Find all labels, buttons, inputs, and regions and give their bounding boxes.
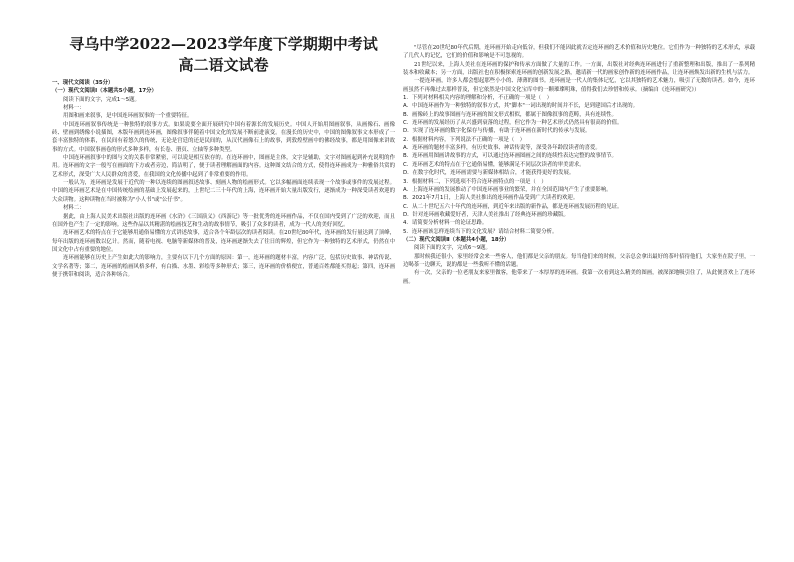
paragraph: 中国连环画叙事传统是一种独特的叙事方式。如果说要全面开展研究中国有着源长的发展历史。中国人开始用图画叙事，从画像石、画像砖、壁画到绣像小说插图，木版年画到连环画，图像叙事伴随着中国文化的发展不断前进演变。在漫长的历史中，中国的图像叙事文本形成了一套丰富独特的体系，在民间有着悠久的传统，无论是宫廷的还是民间的，从汉代画像石上的故事，到敦煌壁画中的佛经故事，都是用图像来讲故事的方式。中国叙事画卷的形式多种多样，有长卷、册页、立轴等多种类型。 (52, 121, 395, 153)
section-heading: 一、现代文阅读（35分） (52, 80, 114, 86)
paragraph: 有一次，父亲的一位老朋友来家里做客，他带来了一本厚厚的连环画。我第一次看到这么精美的图画，被深深地吸引住了，从此便喜欢上了连环画。 (403, 270, 755, 285)
question-option: D．针对连环画收藏爱好者，天津人美社推出了经典连环画的珍藏版。 (403, 211, 569, 218)
question-4: 4．请简要分析材料一的论证思路。 (403, 220, 488, 227)
question-option: C．从二十世纪五六十年代的连环画，到近年来出版的新作品，都是连环画发展历程的见证。 (403, 203, 623, 210)
right-column (403, 0, 755, 562)
question-option: B．2021年7月1日，上海人美社推出的连环画作品受到广大读者的欢迎。 (403, 195, 579, 202)
instruction-text: 阅读下面的文字，完成1～5题。 (63, 96, 140, 103)
question-option: A．上海连环画的发展推动了中国连环画事业的繁荣，并在全国范围内产生了重要影响。 (403, 186, 612, 193)
exam-subtitle: 高二语文试卷 (178, 56, 269, 74)
paragraph: 21世纪以来，上海人美社在连环画的保护和传承方面做了大量的工作。一方面，出版社对经典连环画进行了重新整理和出版，推出了一系列精装本和收藏本；另一方面，出版社也在积极探索连环画的创新发展之路，邀请新一代的画家创作新的连环画作品，让连环画焕发出新的生机与活力。 (403, 61, 755, 77)
paragraph: 中国连环画叙事中的图与文的关系非常紧密，可以说是相互依存的。在连环画中，图画是主体，文字是辅助，文字对图画起到补充说明的作用。连环画的文字一般写在画面的下方或者旁边，简洁明了，便于读者理解画面的内容。这种图文结合的方式，使得连环画成为一种雅俗共赏的艺术形式，深受广大人民群众的喜爱，在我国的文化传播中起到了非常重要的作用。 (52, 155, 395, 178)
question-5: 5．连环画该怎样连续当下的文化发展？请结合材料二简要分析。 (403, 228, 558, 235)
question-option: D．在数字化时代，连环画需要与新媒体相结合，才能获得更好的发展。 (403, 170, 575, 177)
question-option: D．实现了连环画的数字化保存与传播，有助于连环画在新时代的传承与发展。 (403, 128, 591, 135)
exam-title: 寻乌中学2022—2023学年度下学期期中考试 (69, 35, 378, 53)
instruction-text: 阅读下面的文字，完成6～9题。 (414, 245, 491, 252)
question-option: B．连环画用图画讲故事的方式，可以通过连环画图画之间的连续性表达完整的故事情节。 (403, 153, 617, 160)
question-option: C．连环画的发展经历了从兴盛到衰落的过程，但它作为一种艺术形式仍然具有很高的价值。 (403, 120, 623, 127)
question-2: 2．根据材料内容，下列说法不正确的一项是（ ） (403, 136, 526, 143)
paragraph: 连环画能够在历史上产生如此大的影响力，主要有以下几个方面的原因：第一，连环画的题材丰富，内容广泛，包括历史故事、神话传说、文学名著等；第二，连环画的绘画风格多样，有白描、水墨、彩绘等多种形式；第三，连环画的价格便宜，普通百姓都能买得起；第四，连环画便于携带和阅读，适合各种场合。 (52, 255, 395, 278)
question-3: 3．根据材料二，下列选项不符合连环画特点的一项是（ ） (403, 178, 547, 185)
question-1: 1．下列对材料相关内容的理解和分析，不正确的一项是（ ） (403, 95, 552, 102)
paragraph: 据此，由上海人民美术出版社出版的连环画《水浒》《三国演义》《西游记》等一批优秀的连环画作品，不仅在国内受到了广泛的欢迎，而且在国外也产生了一定的影响。这些作品以其精湛的绘画技艺和生动的故事情节，吸引了众多的读者，成为一代人的美好回忆。 (52, 213, 395, 228)
paragraph: 一般认为，连环画是发展于近代的一种以连续的图画叙述故事、刻画人物的绘画形式。它以多幅画面连续表现一个故事或事件的发展过程。中国的连环画艺术是在中国传统绘画的基础上发展起来的，上世纪二三十年代的上海，连环画开始大量出版发行，逐渐成为一种深受读者欢迎的大众读物。这种读物在当时被称为"小人书"或"公仔书"。 (52, 180, 395, 203)
paragraph: "尽管在20世纪80年代后期，连环画开始走向低谷，但我们不能因此就否定连环画的艺术价值和历史地位。它们作为一种独特的艺术形式，承载了几代人的记忆，它们的价值和影响是不可忽视的。 (403, 45, 755, 60)
paragraph: 那时候我还很小，家里经常会来一些客人，他们都是父亲的朋友。每当他们来的时候，父亲总会拿出最好的茶叶招待他们，大家坐在院子里，一边喝茶一边聊天，说的都是一些我听不懂的话题。 (403, 253, 755, 268)
question-option: A．中国连环画作为一种独特的叙事方式，其"脚本"一词出现的时间并不长，是到建国后才出现的。 (403, 103, 639, 110)
paragraph: 一提连环画，许多人都会想起那些小小的、薄薄的图书。连环画是一代人的集体记忆，它以其独特的艺术魅力，吸引了无数的读者。如今，连环画虽然不再像过去那样普及，但它依然是中国文化宝库中的一颗璀璨明珠，值得我们去珍惜和传承。（摘编自《连环画研究》） (403, 78, 755, 93)
subsection-heading: （二）现代文阅读Ⅱ（本题共4小题，18分） (403, 236, 510, 243)
question-option: B．画像砖上的故事图画与连环画的图文形式相似，都属于图像叙事的范畴，具有连续性。 (403, 111, 617, 118)
paragraph: 用图和画来叙事，是中国连环画叙事的一个重要特征。 (63, 113, 193, 120)
left-column (52, 0, 395, 562)
subsection-heading: （一）现代文阅读Ⅰ（本题共5小题，17分） (52, 88, 157, 95)
paragraph: 连环画艺术的特点在于它能够用通俗易懂的方式讲述故事，适合各个年龄层次的读者阅读。在20世纪80年代，连环画的发行量达到了顶峰，每年出版的连环画数以亿计。然而，随着电视、电脑等新媒体的普及，连环画逐渐失去了往日的辉煌，但它作为一种独特的艺术形式，仍然在中国文化中占有重要的地位。 (52, 230, 395, 253)
material-label: 材料一： (63, 105, 85, 112)
question-option: C．连环画艺术的特点在于它通俗易懂，能够满足不同层次读者的审美需求。 (403, 161, 585, 168)
question-option: A．连环画的题材丰富多样，有历史故事、神话传说等，深受各年龄段读者的喜爱。 (403, 145, 601, 152)
material-label: 材料二： (63, 205, 85, 212)
